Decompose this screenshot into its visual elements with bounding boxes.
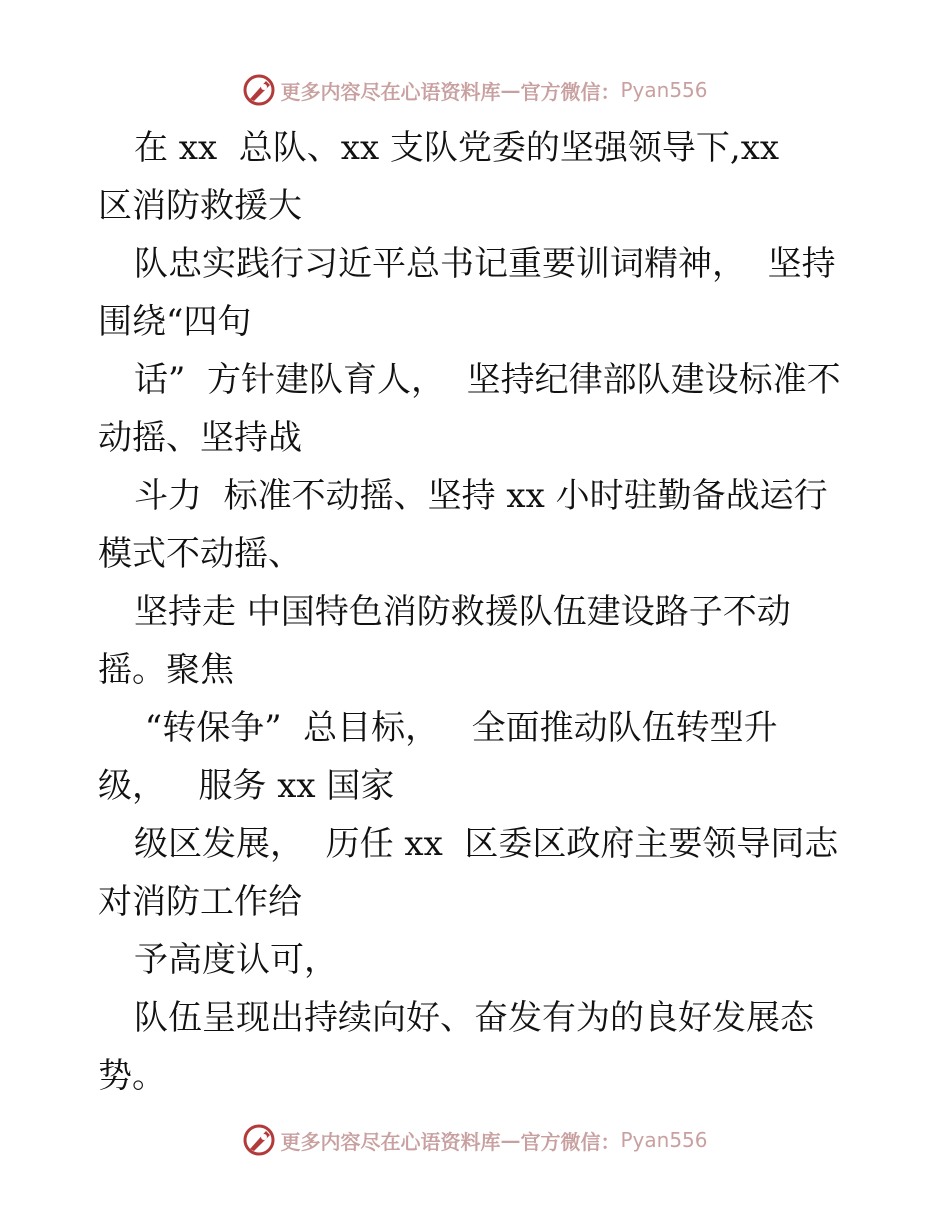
text-line: 级， 服务 xx 国家: [98, 766, 395, 806]
text-line: “转保争” 总目标， 全面推动队伍转型升: [134, 708, 778, 748]
footer-watermark: [0, 1120, 950, 1160]
text-line: 区消防救援大: [98, 186, 302, 226]
text-line: 队伍呈现出持续向好、奋发有为的良好发展态: [134, 998, 814, 1038]
pen-logo-icon: [242, 1123, 276, 1157]
text-line: 对消防工作给: [98, 882, 302, 922]
text-line: 在 xx 总队、xx 支队党委的坚强领导下,xx: [134, 128, 780, 168]
text-line: 摇。聚焦: [98, 650, 234, 690]
watermark-separator: —: [500, 78, 521, 102]
text-line: 势。: [98, 1056, 166, 1096]
pen-logo-icon: [242, 73, 276, 107]
watermark-wechat-id: Pyan556: [620, 78, 708, 102]
text-line: 队忠实践行习近平总书记重要训词精神， 坚持: [134, 244, 836, 284]
watermark-text: 更多内容尽在心语资料库: [280, 1129, 501, 1154]
text-line: 予高度认可，: [134, 940, 338, 980]
watermark-label: 官方微信：: [520, 1129, 621, 1154]
text-line: 斗力 标准不动摇、坚持 xx 小时驻勤备战运行: [134, 476, 828, 516]
text-line: 围绕“四句: [98, 302, 252, 342]
watermark-label: 官方微信：: [520, 79, 621, 104]
watermark-text: 更多内容尽在心语资料库: [280, 79, 501, 104]
watermark-separator: —: [500, 1128, 521, 1152]
text-line: 级区发展， 历任 xx 区委区政府主要领导同志: [134, 824, 839, 864]
text-line: 坚持走 中国特色消防救援队伍建设路子不动: [134, 592, 791, 632]
text-line: 模式不动摇、: [98, 534, 302, 574]
watermark-wechat-id: Pyan556: [620, 1128, 708, 1152]
text-line: 动摇、坚持战: [98, 418, 302, 458]
header-watermark: [0, 70, 950, 110]
text-line: 话” 方针建队育人， 坚持纪律部队建设标准不: [134, 360, 841, 400]
